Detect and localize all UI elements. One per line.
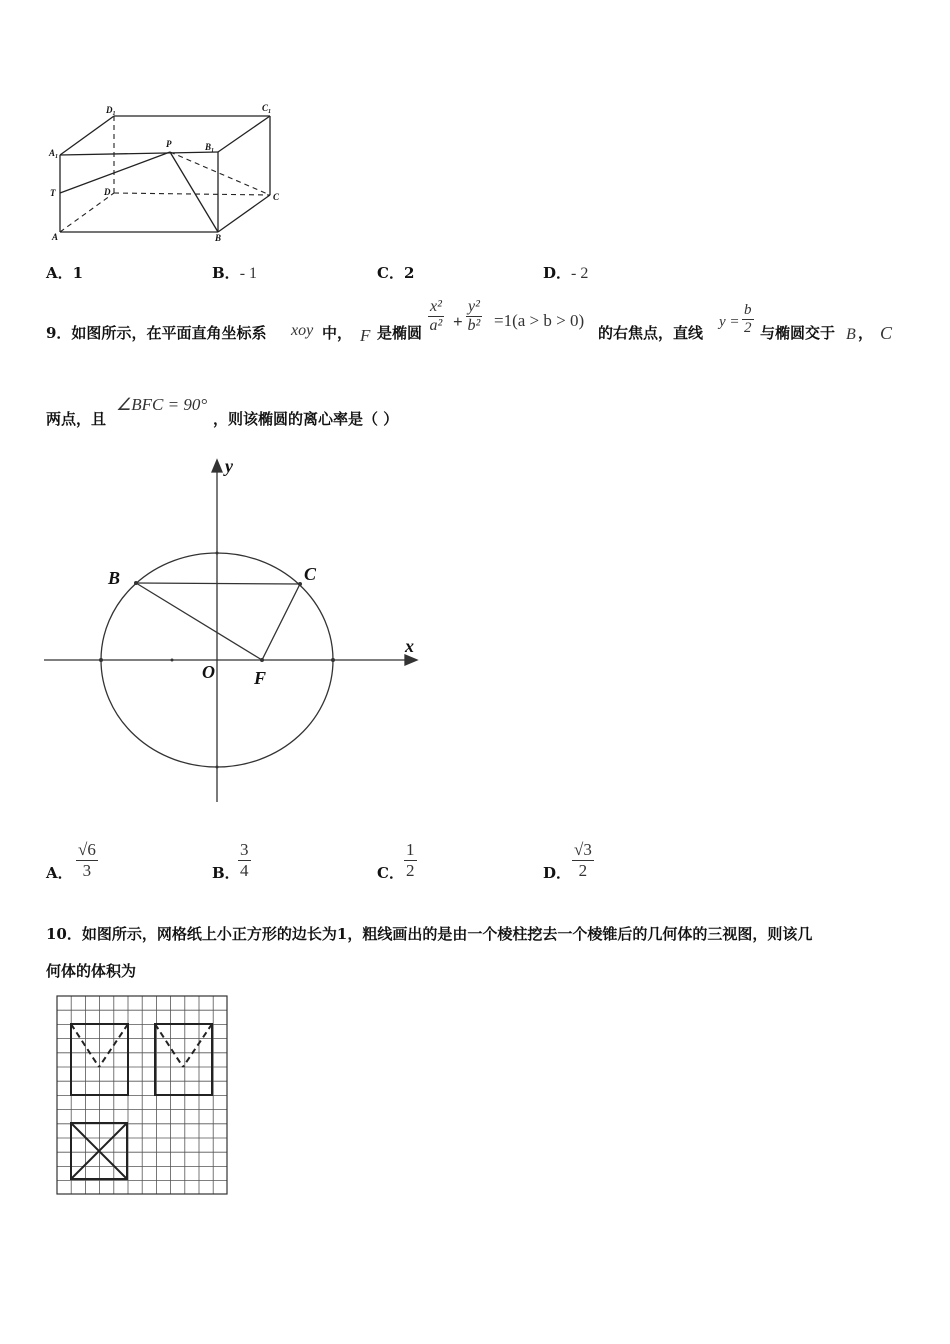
point-f (260, 658, 264, 662)
line-t-p (60, 152, 170, 193)
q8-option-b[interactable]: B．- 1 (212, 264, 258, 282)
label-o: O (202, 662, 215, 682)
side-view-dash-right (183, 1024, 212, 1067)
line-p-c-hidden (170, 152, 270, 195)
edge-d-c-hidden (114, 193, 270, 195)
label-c: C (304, 564, 317, 584)
vertex-top (216, 552, 219, 555)
q9-line-frac: $\frac{b}{2}$ (744, 302, 752, 336)
left-focus (171, 659, 174, 662)
line-bc (136, 583, 300, 584)
q9-ellipse-y-frac: $\frac{\text{y²}}{\text{b²}}$ (467, 298, 481, 334)
y-axis-arrow (212, 460, 222, 472)
q10-line-1: 10．如图所示，网格纸上小正方形的边长为1，粗线画出的是由一个棱柱挖去一个棱锥后的几何体的三视图，则该几 (46, 925, 813, 943)
label-d: D (104, 187, 111, 197)
point-c (298, 582, 302, 586)
q9-option-b-letter[interactable]: B． (212, 864, 240, 882)
line-p-b (170, 152, 218, 232)
q8-option-d[interactable]: D．- 2 (543, 264, 589, 282)
q9-c: C (880, 323, 893, 343)
q9-option-a-letter[interactable]: A． (46, 864, 73, 882)
q9-xoy: xoy (291, 322, 314, 339)
three-view-grid-figure (55, 994, 230, 1198)
q9-text-4: 的右焦点，直线 (598, 324, 704, 342)
q8-option-a[interactable]: A．1 (46, 264, 84, 282)
point-b (134, 581, 138, 585)
q9-option-d-frac[interactable]: $\frac{√3}{2}$ (574, 840, 592, 880)
side-view-rect (155, 1024, 212, 1095)
q9-text-2: 中， (322, 324, 353, 342)
label-b1: $B_1$ (205, 142, 215, 154)
q9-comma: ， (858, 324, 874, 342)
ellipse-figure (40, 450, 430, 810)
prism-figure (40, 100, 300, 245)
edge-a1-b1 (60, 152, 218, 155)
label-y: y (225, 456, 233, 476)
edge-a-d-hidden (60, 193, 114, 232)
q9-b: B (846, 326, 856, 343)
q9-ellipse-rhs: =1(a > b > 0) (494, 311, 585, 330)
label-b: B (108, 568, 121, 588)
q10-line-2: 何体的体积为 (46, 962, 137, 980)
q9-text-1: 9．如图所示，在平面直角坐标系 (46, 324, 267, 342)
q9-line-lhs: y = (719, 314, 740, 330)
q9-text-6: 两点，且 (46, 410, 107, 428)
q9-option-b-frac[interactable]: $\frac{3}{4}$ (240, 840, 249, 880)
q9-option-c-letter[interactable]: C． (377, 864, 404, 882)
side-view-dash-left (155, 1024, 183, 1067)
q9-text-5: 与椭圆交于 (760, 324, 836, 342)
vertex-right (331, 658, 335, 662)
q9-ellipse-x-frac: $\frac{\text{x²}}{\text{a²}}$ (429, 298, 443, 334)
label-p: P (166, 139, 172, 149)
label-a: A (52, 232, 59, 242)
q9-plus: + (453, 312, 463, 331)
q9-option-d-letter[interactable]: D． (543, 864, 572, 882)
q9-text-7: ，则该椭圆的离心率是（ ） (213, 410, 399, 428)
x-axis-arrow (405, 655, 417, 665)
label-b: B (215, 233, 222, 243)
label-d1: $D_1$ (106, 105, 116, 117)
label-c1: $C_1$ (262, 103, 272, 115)
line-bf (136, 583, 262, 660)
label-t: T (50, 188, 56, 198)
q9-angle: ∠BFC = 90° (116, 395, 208, 414)
line-cf (262, 584, 300, 660)
q8-option-c[interactable]: C．2 (377, 264, 415, 282)
edge-b-c (218, 195, 270, 232)
edge-a1-d1 (60, 116, 114, 155)
label-x: x (405, 636, 414, 656)
q9-option-c-frac[interactable]: $\frac{1}{2}$ (406, 840, 415, 880)
label-a1: $A_1$ (49, 148, 59, 160)
label-c: C (273, 192, 280, 202)
q9-f: F (360, 326, 371, 345)
q9-text-3: 是椭圆 (377, 324, 423, 342)
label-f: F (254, 668, 267, 688)
vertex-bottom (216, 766, 219, 769)
edge-b1-c1 (218, 116, 270, 152)
vertex-left (99, 658, 103, 662)
q9-option-a-frac[interactable]: $\frac{√6}{3}$ (78, 840, 96, 880)
